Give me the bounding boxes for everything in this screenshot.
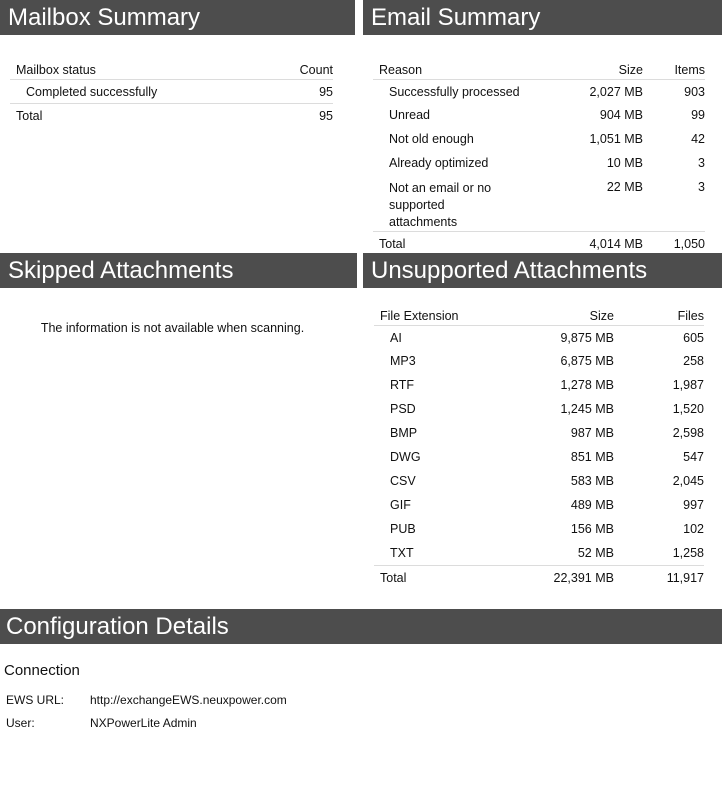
user-row [6, 716, 722, 730]
total-label: Total [16, 108, 43, 123]
total-size: 4,014 MB [589, 237, 643, 251]
extension-cell: MP3 [390, 354, 416, 368]
file-extension-column-header: File Extension [380, 308, 459, 323]
extension-cell: GIF [390, 498, 411, 512]
reason-cell: Already optimized [389, 156, 489, 170]
table-row [373, 103, 705, 127]
files-cell: 997 [683, 498, 704, 512]
total-label: Total [379, 237, 406, 251]
total-row [374, 565, 704, 589]
items-cell: 99 [691, 108, 705, 122]
skipped-attachments-panel [0, 253, 357, 335]
items-column-header: Items [674, 62, 705, 77]
reason-cell: Not old enough [389, 132, 474, 146]
items-cell: 42 [691, 132, 705, 146]
items-cell: 903 [684, 84, 705, 99]
unsupported-attachments-panel [363, 253, 722, 589]
files-cell: 102 [683, 522, 704, 536]
mailbox-status-column-header: Mailbox status [16, 62, 96, 77]
user-label: User: [6, 716, 35, 730]
email-summary-table [373, 61, 705, 256]
table-row [374, 325, 704, 349]
total-count: 95 [319, 108, 333, 123]
files-cell: 2,598 [672, 426, 704, 440]
size-cell: 489 MB [570, 498, 614, 512]
configuration-details-panel [0, 609, 722, 730]
extension-cell: CSV [390, 474, 416, 488]
reason-column-header: Reason [379, 62, 423, 77]
count-column-header: Count [299, 62, 333, 77]
size-column-header: Size [589, 308, 614, 323]
table-row [373, 175, 705, 232]
mailbox-summary-title: Mailbox Summary [0, 0, 355, 35]
unsupported-attachments-title: Unsupported Attachments [363, 253, 722, 288]
size-cell: 904 MB [599, 108, 643, 122]
extension-cell: AI [390, 330, 402, 345]
size-cell: 1,051 MB [589, 132, 643, 146]
total-row [10, 103, 333, 127]
connection-heading: Connection [4, 662, 80, 679]
size-cell: 987 MB [570, 426, 614, 440]
files-cell: 605 [683, 330, 704, 345]
table-header-row [374, 307, 704, 325]
extension-cell: RTF [390, 378, 415, 392]
ews-url-value: http://exchangeEWS.neuxpower.com [90, 693, 287, 707]
files-cell: 258 [683, 354, 704, 368]
size-cell: 2,027 MB [589, 84, 643, 99]
total-row [373, 232, 705, 256]
size-cell: 9,875 MB [560, 330, 614, 345]
files-cell: 2,045 [672, 474, 704, 488]
unsupported-attachments-table [374, 307, 704, 589]
email-summary-panel [363, 0, 722, 256]
table-row [374, 517, 704, 541]
table-row [373, 151, 705, 175]
size-cell: 22 MB [606, 180, 643, 194]
total-items: 1,050 [673, 237, 705, 251]
extension-cell: PSD [390, 402, 416, 416]
files-cell: 547 [683, 450, 704, 464]
size-cell: 52 MB [577, 546, 614, 560]
table-header-row [10, 61, 333, 79]
table-row [374, 469, 704, 493]
reason-cell: Not an email or no supported attachments [389, 181, 492, 229]
size-cell: 10 MB [606, 156, 643, 170]
ews-url-row [6, 693, 722, 707]
table-row [374, 445, 704, 469]
table-row [10, 79, 333, 103]
configuration-details-title: Configuration Details [0, 609, 722, 644]
table-row [373, 127, 705, 151]
reason-cell: Unread [389, 108, 430, 122]
files-cell: 1,258 [672, 546, 704, 560]
total-label: Total [380, 570, 407, 585]
files-cell: 1,520 [672, 402, 704, 416]
table-row [373, 79, 705, 103]
items-cell: 3 [698, 180, 705, 194]
table-row [374, 541, 704, 565]
table-row [374, 421, 704, 445]
not-available-message: The information is not available when scanning. [40, 321, 305, 335]
table-header-row [373, 61, 705, 79]
ews-url-label: EWS URL: [6, 693, 65, 707]
extension-cell: PUB [390, 522, 416, 536]
size-cell: 583 MB [570, 474, 614, 488]
files-cell: 1,987 [672, 378, 704, 392]
extension-cell: TXT [390, 546, 414, 560]
size-cell: 156 MB [570, 522, 614, 536]
skipped-attachments-title: Skipped Attachments [0, 253, 357, 288]
extension-cell: BMP [390, 426, 418, 440]
table-row [374, 373, 704, 397]
count-cell: 95 [319, 84, 333, 99]
email-summary-title: Email Summary [363, 0, 722, 35]
table-row [374, 397, 704, 421]
mailbox-summary-panel [0, 0, 355, 127]
extension-cell: DWG [390, 450, 421, 464]
table-row [374, 493, 704, 517]
size-cell: 1,278 MB [560, 378, 614, 392]
items-cell: 3 [698, 156, 705, 170]
size-cell: 6,875 MB [560, 354, 614, 368]
mailbox-summary-table [10, 61, 333, 127]
size-column-header: Size [618, 62, 643, 77]
total-size: 22,391 MB [553, 570, 614, 585]
user-value: NXPowerLite Admin [90, 716, 197, 730]
reason-cell: Successfully processed [389, 84, 520, 99]
size-cell: 851 MB [570, 450, 614, 464]
mailbox-status-cell: Completed successfully [26, 84, 158, 99]
size-cell: 1,245 MB [560, 402, 614, 416]
total-files: 11,917 [666, 570, 704, 585]
files-column-header: Files [677, 308, 704, 323]
table-row [374, 349, 704, 373]
